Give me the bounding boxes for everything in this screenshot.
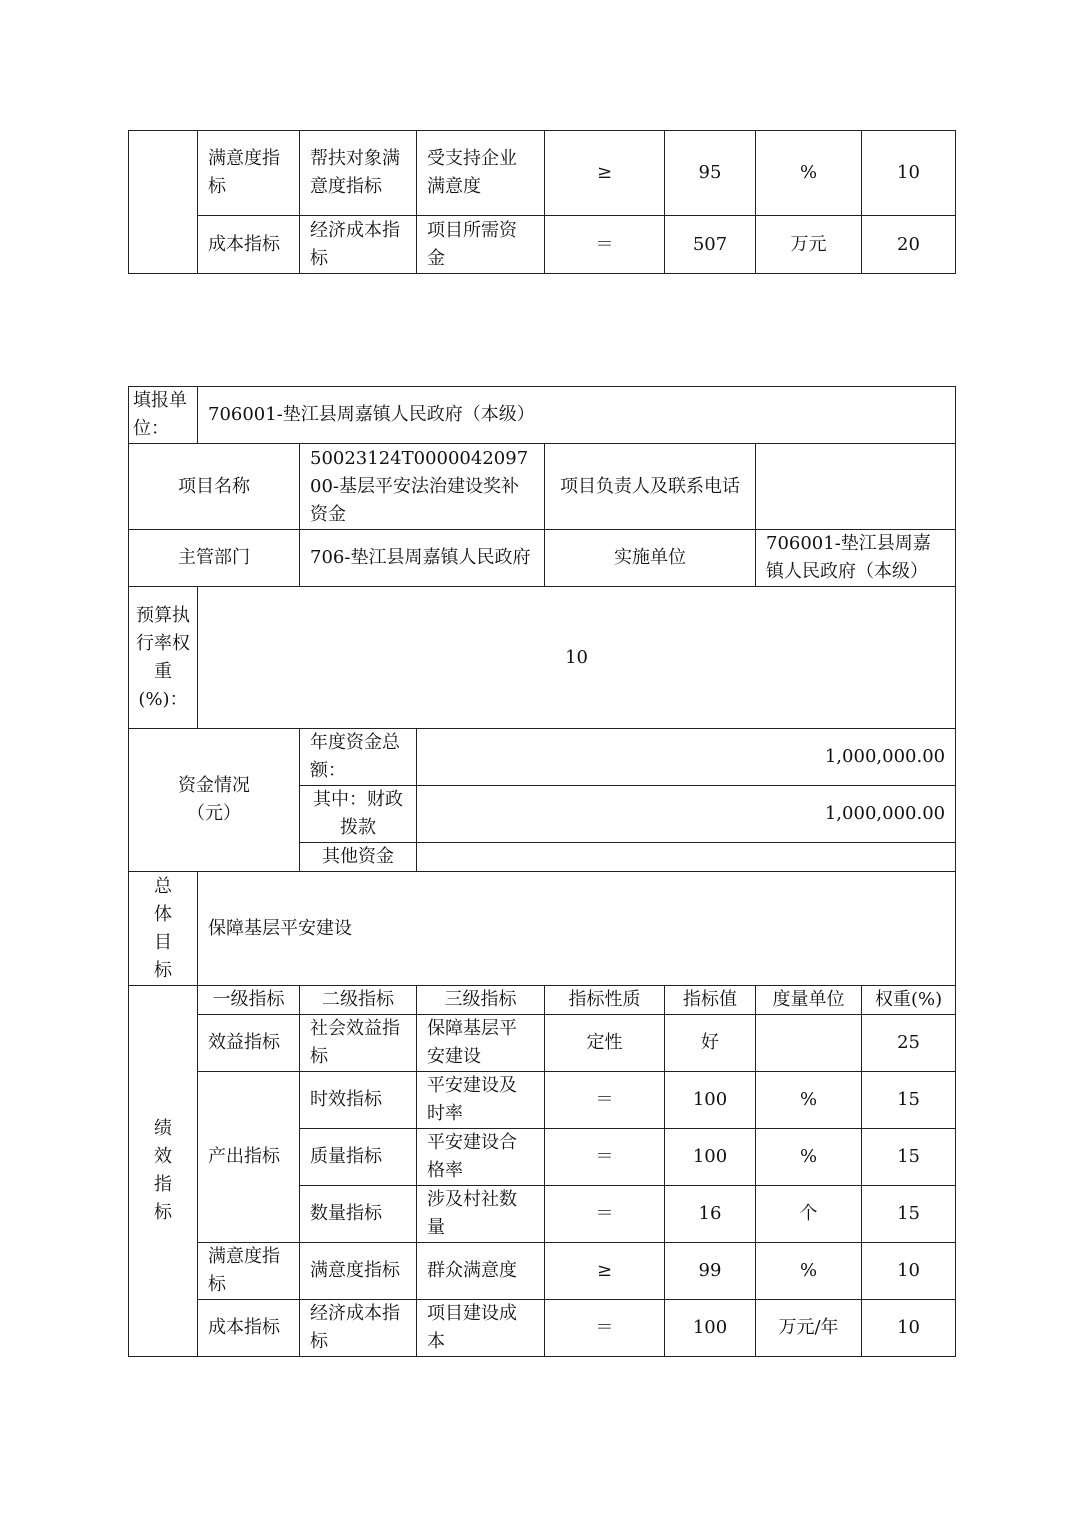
fiscal-value: 1,000,000.00 [417, 786, 956, 843]
level3-cell: 受支持企业满意度 [417, 131, 545, 216]
level2-cell: 经济成本指标 [300, 216, 417, 274]
nature-cell: ＝ [545, 1129, 665, 1186]
value-cell: 99 [665, 1243, 756, 1300]
goal-value: 保障基层平安建设 [198, 872, 956, 986]
unit-cell: 万元 [756, 216, 862, 274]
header-level3: 三级指标 [417, 986, 545, 1015]
fiscal-label: 其中：财政拨款 [300, 786, 417, 843]
dept-label: 主管部门 [129, 530, 300, 587]
weight-cell: 20 [862, 216, 956, 274]
other-funds-label: 其他资金 [300, 843, 417, 872]
project-performance-table [128, 386, 956, 1357]
blank-cell [129, 131, 198, 274]
table-row [129, 131, 956, 216]
header-value: 指标值 [665, 986, 756, 1015]
header-level2: 二级指标 [300, 986, 417, 1015]
level3-cell: 平安建设及时率 [417, 1072, 545, 1129]
value-cell: 16 [665, 1186, 756, 1243]
funds-label-text: 资金情况（元） [178, 775, 250, 824]
annual-total-label: 年度资金总额： [300, 729, 417, 786]
nature-cell: 定性 [545, 1015, 665, 1072]
reporting-unit-row [129, 387, 956, 444]
level2-cell: 满意度指标 [300, 1243, 417, 1300]
annual-total-row [129, 729, 956, 786]
nature-cell: ＝ [545, 1186, 665, 1243]
value-cell: 好 [665, 1015, 756, 1072]
nature-cell: ≥ [545, 131, 665, 216]
value-cell: 100 [665, 1129, 756, 1186]
table-row [129, 1300, 956, 1357]
level2-cell: 经济成本指标 [300, 1300, 417, 1357]
nature-cell: ＝ [545, 1072, 665, 1129]
value-cell: 95 [665, 131, 756, 216]
level1-cell: 满意度指标 [198, 1243, 300, 1300]
weight-cell: 10 [862, 131, 956, 216]
dept-value: 706-垫江县周嘉镇人民政府 [300, 530, 545, 587]
budget-rate-value: 10 [198, 587, 956, 729]
perf-label [129, 986, 198, 1357]
budget-rate-label: 预算执行率权重(%)： [129, 587, 198, 729]
table-row [129, 1243, 956, 1300]
unit-cell: % [756, 1129, 862, 1186]
header-level1: 一级指标 [198, 986, 300, 1015]
level2-cell: 社会效益指标 [300, 1015, 417, 1072]
budget-rate-row [129, 587, 956, 729]
level2-cell: 数量指标 [300, 1186, 417, 1243]
level1-cell: 满意度指标 [198, 131, 300, 216]
unit-cell: % [756, 1072, 862, 1129]
level2-cell: 帮扶对象满意度指标 [300, 131, 417, 216]
unit-cell: 万元/年 [756, 1300, 862, 1357]
level3-cell: 项目建设成本 [417, 1300, 545, 1357]
nature-cell: ≥ [545, 1243, 665, 1300]
level2-cell: 时效指标 [300, 1072, 417, 1129]
funds-label [129, 729, 300, 872]
goal-label-text: 总体目标 [154, 875, 172, 981]
table-row [129, 1072, 956, 1129]
other-funds-value [417, 843, 956, 872]
value-cell: 100 [665, 1072, 756, 1129]
goal-label [129, 872, 198, 986]
header-unit: 度量单位 [756, 986, 862, 1015]
level3-cell: 项目所需资金 [417, 216, 545, 274]
level1-cell: 成本指标 [198, 216, 300, 274]
table-row [129, 216, 956, 274]
value-cell: 507 [665, 216, 756, 274]
contact-value [756, 444, 956, 530]
indicator-table-continued [128, 130, 956, 274]
nature-cell: ＝ [545, 216, 665, 274]
annual-total-value: 1,000,000.00 [417, 729, 956, 786]
overall-goal-row [129, 872, 956, 986]
weight-cell: 15 [862, 1072, 956, 1129]
unit-cell: 个 [756, 1186, 862, 1243]
project-name-value: 50023124T000004209700-基层平安法治建设奖补资金 [300, 444, 545, 530]
indicator-header-row [129, 986, 956, 1015]
unit-cell: % [756, 1243, 862, 1300]
table-row [129, 1015, 956, 1072]
weight-cell: 25 [862, 1015, 956, 1072]
project-name-label: 项目名称 [129, 444, 300, 530]
reporting-unit-label: 填报单位： [129, 387, 198, 444]
unit-cell: % [756, 131, 862, 216]
impl-value: 706001-垫江县周嘉镇人民政府（本级） [756, 530, 956, 587]
weight-cell: 15 [862, 1186, 956, 1243]
level3-cell: 群众满意度 [417, 1243, 545, 1300]
header-weight: 权重(%) [862, 986, 956, 1015]
perf-label-text: 绩效指标 [154, 1118, 172, 1223]
level2-cell: 质量指标 [300, 1129, 417, 1186]
department-row [129, 530, 956, 587]
output-label: 产出指标 [198, 1072, 300, 1243]
reporting-unit-value: 706001-垫江县周嘉镇人民政府（本级） [198, 387, 956, 444]
level3-cell: 平安建设合格率 [417, 1129, 545, 1186]
unit-cell [756, 1015, 862, 1072]
level1-cell: 成本指标 [198, 1300, 300, 1357]
weight-cell: 10 [862, 1300, 956, 1357]
level3-cell: 涉及村社数量 [417, 1186, 545, 1243]
weight-cell: 15 [862, 1129, 956, 1186]
level1-cell: 效益指标 [198, 1015, 300, 1072]
weight-cell: 10 [862, 1243, 956, 1300]
level3-cell: 保障基层平安建设 [417, 1015, 545, 1072]
impl-label: 实施单位 [545, 530, 756, 587]
contact-label: 项目负责人及联系电话 [545, 444, 756, 530]
value-cell: 100 [665, 1300, 756, 1357]
header-nature: 指标性质 [545, 986, 665, 1015]
nature-cell: ＝ [545, 1300, 665, 1357]
project-name-row [129, 444, 956, 530]
